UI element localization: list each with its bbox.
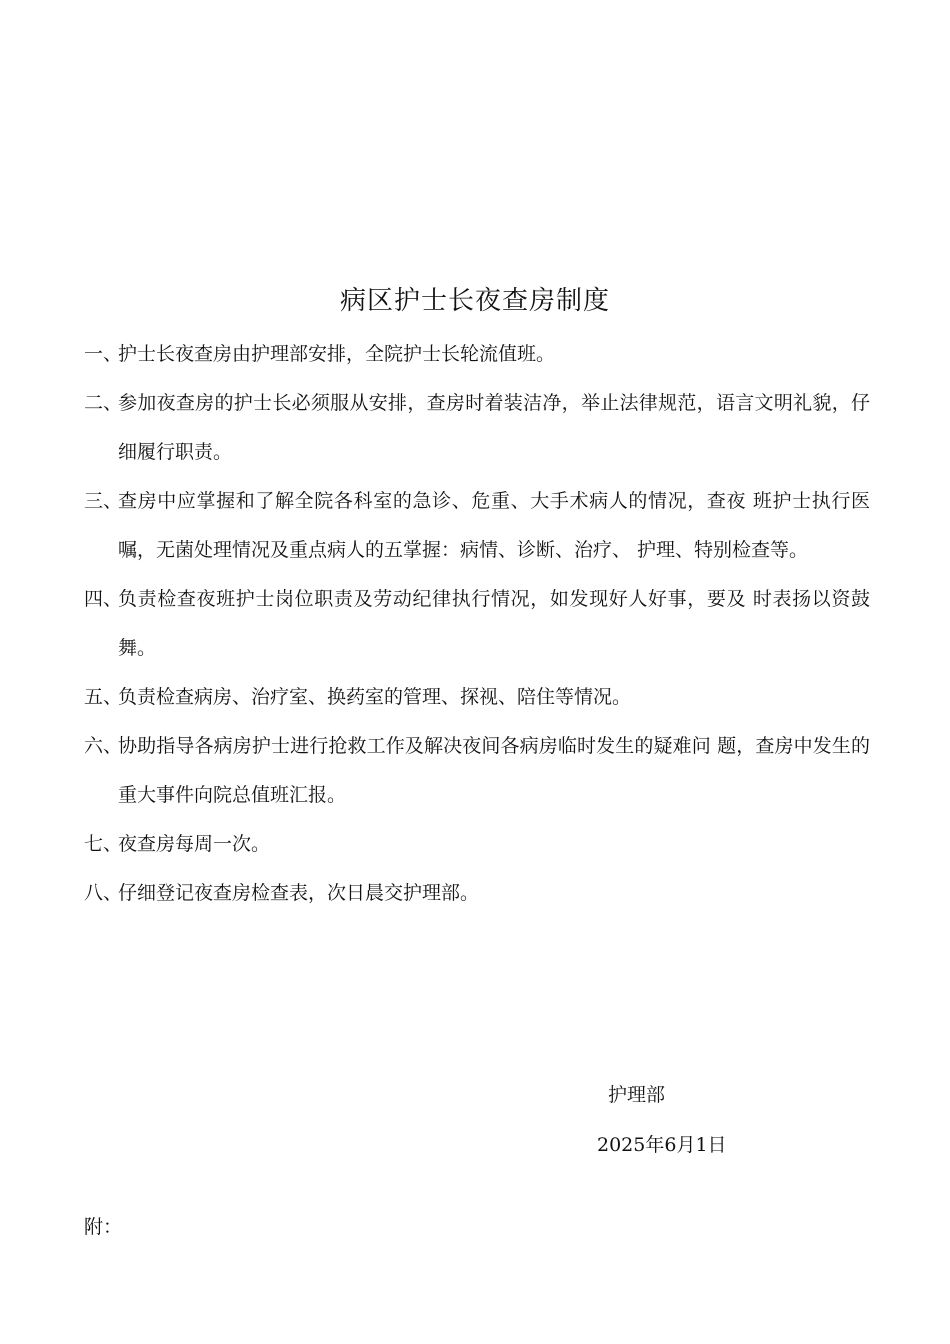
appendix-label: 附： <box>84 1216 123 1238</box>
regulation-item <box>84 477 870 575</box>
item-text: 负责检查夜班护士岗位职责及劳动纪律执行情况，如发现好人好事，要及 时表扬以资鼓舞。 <box>118 588 870 659</box>
regulation-item <box>84 575 870 673</box>
item-text: 查房中应掌握和了解全院各科室的急诊、危重、大手术病人的情况，查夜 班护士执行医嘱，无菌处理情况及重点病人的五掌握：病情、诊断、治疗、 护理、特别检查等。 <box>118 490 870 561</box>
item-number: 二、 <box>84 392 123 414</box>
item-text: 参加夜查房的护士长必须服从安排，查房时着装洁净，举止法律规范，语言文明礼貌，仔细履行职责。 <box>118 392 870 463</box>
signature-department: 护理部 <box>608 1084 666 1106</box>
item-text: 协助指导各病房护士进行抢救工作及解决夜间各病房临时发生的疑难问 题，查房中发生的重大事件向院总值班汇报。 <box>118 735 870 806</box>
item-text: 仔细登记夜查房检查表，次日晨交护理部。 <box>118 882 480 904</box>
item-number: 六、 <box>84 735 123 757</box>
regulation-item <box>84 820 870 869</box>
item-number: 一、 <box>84 343 123 365</box>
item-number: 五、 <box>84 686 123 708</box>
regulation-item <box>84 673 870 722</box>
signature-date: 2025年6月1日 <box>597 1134 727 1156</box>
item-text: 负责检查病房、治疗室、换药室的管理、探视、陪住等情况。 <box>118 686 632 708</box>
item-number: 七、 <box>84 833 123 855</box>
regulation-list <box>84 330 870 918</box>
regulation-item <box>84 330 870 379</box>
item-number: 三、 <box>84 490 123 512</box>
item-text: 护士长夜查房由护理部安排，全院护士长轮流值班。 <box>118 343 556 365</box>
regulation-item <box>84 869 870 918</box>
document-title: 病区护士长夜查房制度 <box>339 286 610 316</box>
item-number: 四、 <box>84 588 123 610</box>
item-number: 八、 <box>84 882 123 904</box>
regulation-item <box>84 379 870 477</box>
regulation-item <box>84 722 870 820</box>
item-text: 夜查房每周一次。 <box>118 833 271 855</box>
